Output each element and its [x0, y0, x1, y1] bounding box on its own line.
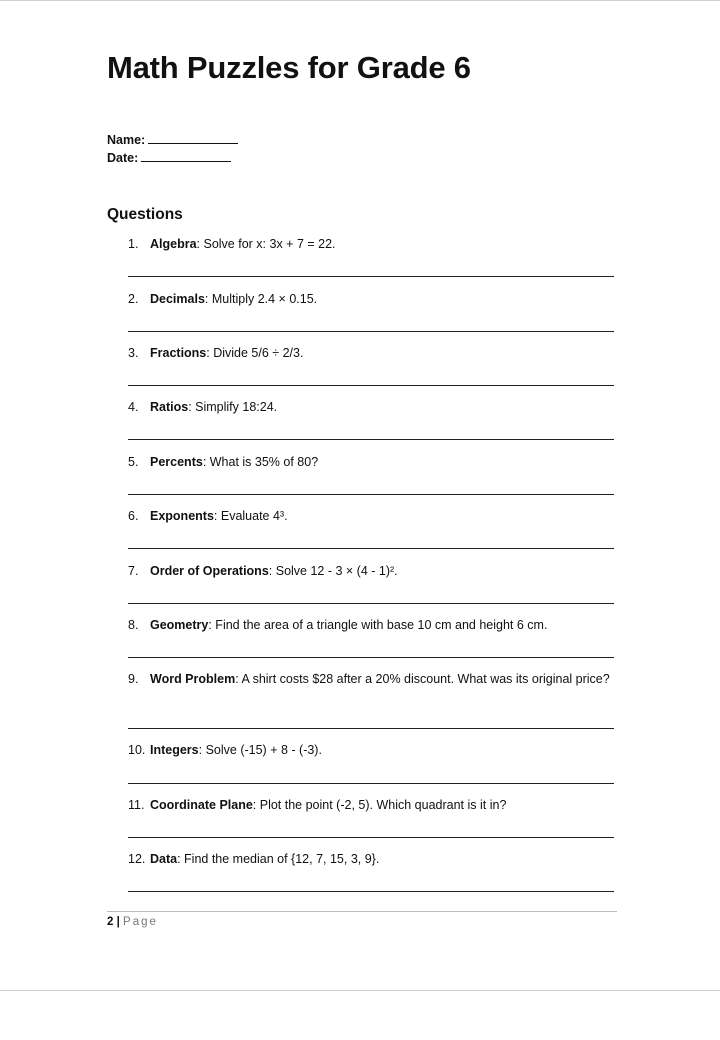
question-text: : Simplify 18:24.	[188, 400, 278, 414]
question-topic: Fractions	[150, 346, 207, 360]
footer-separator: |	[116, 916, 120, 928]
question-item	[128, 345, 618, 362]
question-number: 8.	[128, 618, 139, 632]
question-item	[128, 671, 618, 688]
answer-line	[128, 783, 614, 784]
question-topic: Integers	[150, 743, 199, 757]
question-number: 5.	[128, 455, 139, 469]
question-text: : Evaluate 4³.	[213, 509, 288, 523]
page-footer	[107, 916, 158, 928]
answer-line	[128, 891, 614, 892]
question-number: 10.	[128, 743, 146, 757]
question-topic: Word Problem	[150, 672, 236, 686]
name-field	[107, 133, 238, 147]
answer-line	[128, 728, 614, 729]
viewer-page-bottom-border	[0, 990, 720, 991]
question-item	[128, 617, 618, 634]
question-number: 9.	[128, 672, 139, 686]
question-topic: Order of Operations	[150, 564, 269, 578]
question-text: : A shirt costs $28 after a 20% discount. What was its original price?	[235, 672, 610, 686]
page-number: 2	[107, 916, 114, 928]
answer-line	[128, 385, 614, 386]
question-topic: Data	[150, 852, 178, 866]
question-text: : Plot the point (-2, 5). Which quadrant is it in?	[252, 798, 507, 812]
question-number: 11.	[128, 798, 145, 812]
question-text: : Solve (-15) + 8 - (-3).	[198, 743, 322, 757]
answer-line	[128, 837, 614, 838]
answer-line	[128, 603, 614, 604]
question-item	[128, 236, 618, 253]
question-topic: Coordinate Plane	[150, 798, 253, 812]
page-title: Math Puzzles for Grade 6	[107, 50, 471, 85]
question-topic: Geometry	[150, 618, 209, 632]
question-text: : Find the area of a triangle with base 10 cm and height 6 cm.	[208, 618, 548, 632]
question-number: 3.	[128, 346, 139, 360]
question-text: : Find the median of {12, 7, 15, 3, 9}.	[177, 852, 380, 866]
answer-line	[128, 439, 614, 440]
question-item	[128, 291, 618, 308]
question-topic: Percents	[150, 455, 203, 469]
question-topic: Decimals	[150, 292, 205, 306]
answer-line	[128, 276, 614, 277]
question-text: : Divide 5/6 ÷ 2/3.	[206, 346, 304, 360]
question-text: : Solve for x: 3x + 7 = 22.	[196, 237, 336, 251]
question-number: 6.	[128, 509, 139, 523]
question-topic: Algebra	[150, 237, 197, 251]
question-item	[128, 797, 618, 814]
question-item	[128, 563, 618, 580]
question-topic: Ratios	[150, 400, 189, 414]
answer-line	[128, 331, 614, 332]
question-item	[128, 454, 618, 471]
question-number: 1.	[128, 237, 139, 251]
date-blank-line	[141, 152, 231, 162]
question-number: 2.	[128, 292, 139, 306]
page-label: Page	[123, 916, 158, 928]
question-number: 4.	[128, 400, 139, 414]
date-label: Date:	[107, 151, 139, 165]
question-number: 12.	[128, 852, 146, 866]
question-topic: Exponents	[150, 509, 214, 523]
question-item	[128, 508, 618, 525]
name-label: Name:	[107, 133, 146, 147]
answer-line	[128, 548, 614, 549]
question-text: : Multiply 2.4 × 0.15.	[204, 292, 318, 306]
questions-heading: Questions	[107, 206, 183, 223]
answer-line	[128, 657, 614, 658]
question-item	[128, 742, 618, 759]
footer-divider	[107, 911, 617, 912]
date-field	[107, 151, 231, 165]
question-text: : What is 35% of 80?	[202, 455, 319, 469]
question-text: : Solve 12 - 3 × (4 - 1)².	[268, 564, 398, 578]
question-item	[128, 851, 618, 868]
question-number: 7.	[128, 564, 139, 578]
name-blank-line	[148, 134, 238, 144]
question-item	[128, 399, 618, 416]
answer-line	[128, 494, 614, 495]
